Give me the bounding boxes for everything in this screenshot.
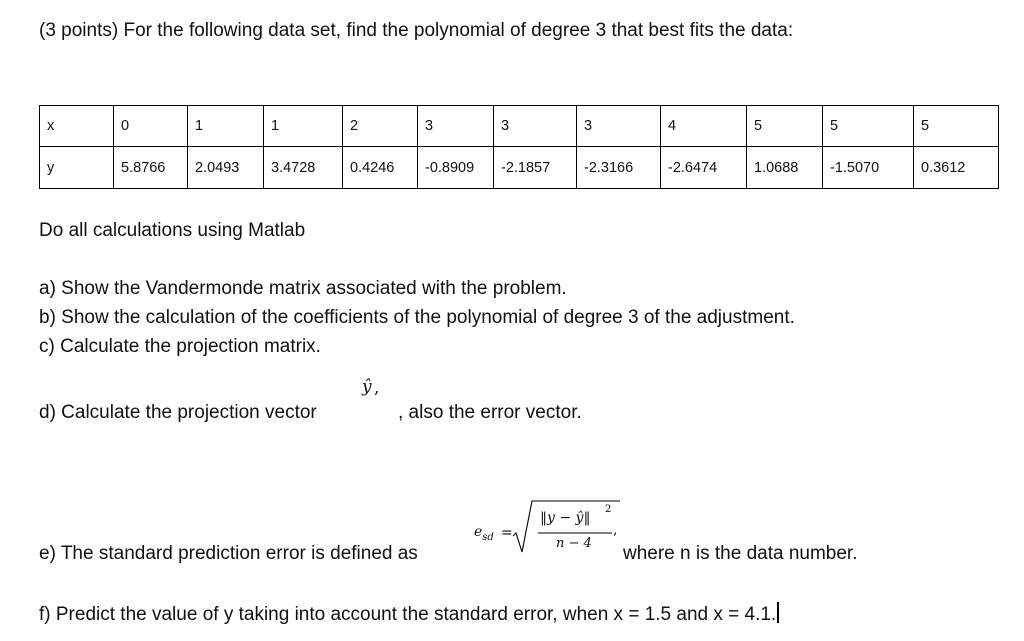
yhat-comma: , [374, 378, 380, 398]
table-row-x [40, 106, 999, 147]
formula-lhs-sub: sd [482, 531, 494, 543]
formula-trailing-comma: , [613, 522, 618, 538]
item-e-tail: where n is the data number. [623, 543, 858, 564]
item-b: b) Show the calculation of the coefficients of the polynomial of degree 3 of the adjustment. [39, 307, 795, 328]
table-cell: -0.8909 [418, 147, 494, 189]
item-f-text: f) Predict the value of y taking into account the standard error, when x = 1.5 and x = 4.1. [39, 604, 777, 625]
formula-numerator: ‖y − ŷ‖ [540, 510, 591, 526]
table-row-label: y [40, 147, 114, 189]
table-cell: 2 [343, 106, 418, 147]
instructions: Do all calculations using Matlab [39, 220, 306, 241]
item-e-text: e) The standard prediction error is defined as [39, 543, 418, 564]
standard-error-formula [474, 494, 620, 558]
formula-lhs-var: e [474, 524, 483, 540]
table-cell: 5.8766 [114, 147, 188, 189]
table-cell: 5 [747, 106, 823, 147]
formula-exponent: 2 [605, 504, 612, 515]
table-cell: 3.4728 [264, 147, 343, 189]
formula-equals: = [501, 525, 513, 541]
formula-lhs [474, 524, 494, 543]
item-f [39, 602, 779, 626]
item-c: c) Calculate the projection matrix. [39, 336, 321, 357]
item-a: a) Show the Vandermonde matrix associated with the problem. [39, 278, 567, 299]
table-row-label: x [40, 106, 114, 147]
table-cell: 5 [914, 106, 999, 147]
table-cell: 1.0688 [747, 147, 823, 189]
table-cell: 0.4246 [343, 147, 418, 189]
table-cell: 5 [823, 106, 914, 147]
table-cell: -2.6474 [661, 147, 747, 189]
table-cell: 3 [418, 106, 494, 147]
yhat-symbol: ŷ [362, 377, 372, 397]
table-cell: 0 [114, 106, 188, 147]
formula-denominator: n − 4 [556, 536, 592, 551]
table-cell: 3 [494, 106, 577, 147]
table-cell: 2.0493 [188, 147, 264, 189]
table-cell: 0.3612 [914, 147, 999, 189]
table-cell: 3 [577, 106, 661, 147]
item-d-text-tail: , also the error vector. [398, 402, 582, 423]
data-table [39, 105, 999, 189]
table-cell: -2.1857 [494, 147, 577, 189]
table-row-y [40, 147, 999, 189]
table-cell: -2.3166 [577, 147, 661, 189]
table-cell: 1 [264, 106, 343, 147]
table-cell: 4 [661, 106, 747, 147]
text-cursor [777, 602, 779, 623]
item-d-text: d) Calculate the projection vector [39, 402, 317, 423]
table-cell: 1 [188, 106, 264, 147]
table-cell: -1.5070 [823, 147, 914, 189]
problem-header: (3 points) For the following data set, find the polynomial of degree 3 that best fits the data: [39, 20, 794, 41]
